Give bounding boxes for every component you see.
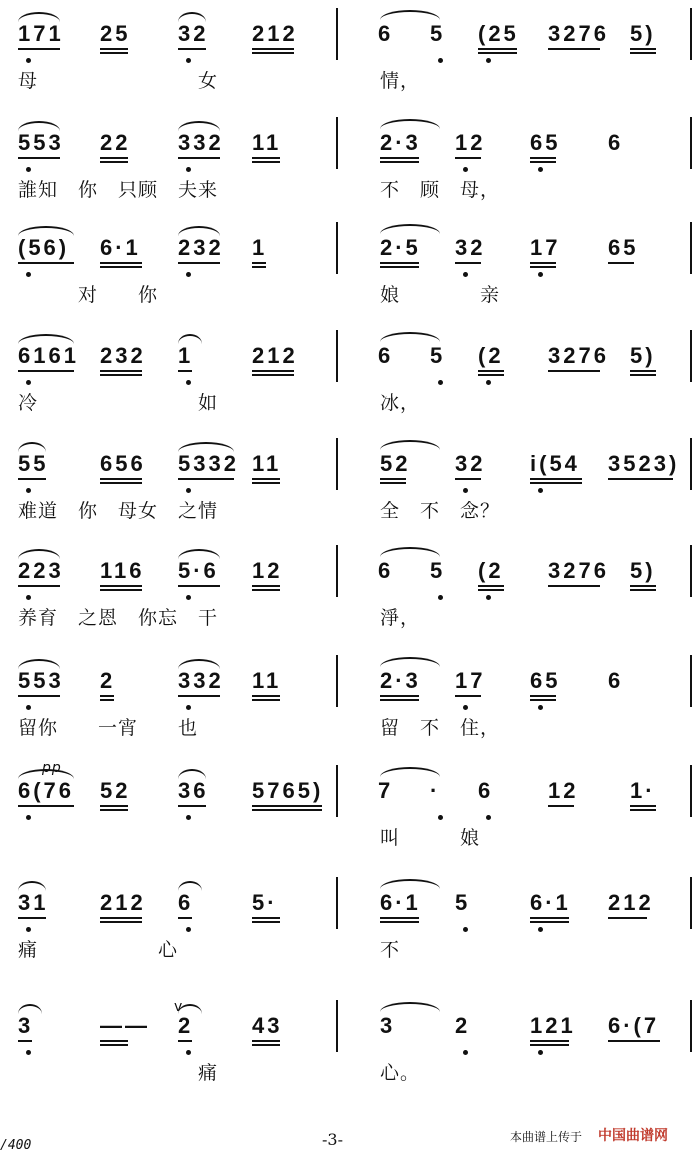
octave-dot — [26, 272, 31, 277]
note-group: i(54 — [530, 451, 580, 476]
octave-dot — [186, 488, 191, 493]
slur-mark — [380, 332, 440, 342]
beam-line — [178, 917, 192, 919]
note-group: 11 — [252, 451, 282, 476]
score-system — [0, 1000, 700, 1110]
beam-line — [630, 805, 656, 811]
note-group: 6 — [378, 343, 394, 368]
note-group: 12 — [455, 130, 486, 155]
note-group: 2·3 — [380, 668, 421, 693]
beam-line — [178, 157, 220, 159]
beam-line — [18, 370, 74, 372]
note-group: (2 — [478, 343, 504, 368]
note-group: 11 — [252, 130, 282, 155]
beam-line — [530, 695, 556, 701]
note-group: 11 — [252, 668, 282, 693]
barline — [690, 877, 692, 929]
beam-line — [18, 1040, 32, 1042]
beam-line — [630, 585, 656, 591]
beam-line — [530, 1040, 569, 1046]
barline — [336, 8, 338, 60]
slur-mark — [380, 879, 440, 889]
note-group: 65 — [608, 235, 639, 260]
octave-dot — [486, 595, 491, 600]
slur-mark — [18, 12, 60, 22]
slur-mark — [18, 659, 60, 669]
lyric-line: 留你 一宵 也 — [18, 717, 199, 739]
site-logo: 中国曲谱网 — [598, 1128, 668, 1144]
barline — [336, 438, 338, 490]
slur-mark — [380, 224, 440, 234]
note-group: 116 — [100, 558, 145, 583]
barline — [690, 8, 692, 60]
note-group: 2·5 — [380, 235, 421, 260]
octave-dot — [463, 272, 468, 277]
octave-dot — [438, 58, 443, 63]
note-group: 3 — [380, 1013, 396, 1038]
beam-line — [100, 585, 142, 591]
beam-line — [608, 478, 673, 480]
octave-dot — [186, 58, 191, 63]
note-group: 3523) — [608, 451, 680, 476]
slur-mark — [380, 547, 440, 557]
lyric-line: 全 不 念？ — [380, 500, 501, 522]
note-group: 6 — [178, 890, 194, 915]
beam-line — [608, 917, 647, 919]
beam-line — [455, 695, 481, 697]
beam-line — [18, 48, 60, 50]
beam-line — [530, 478, 582, 484]
note-group: 212 — [252, 21, 298, 46]
slur-mark — [178, 549, 220, 559]
beam-line — [100, 157, 128, 163]
note-group: (56) — [18, 235, 70, 260]
slur-mark — [380, 10, 440, 20]
lyric-line: 冷 如 — [18, 392, 219, 414]
slur-mark — [18, 1004, 42, 1014]
octave-dot — [186, 595, 191, 600]
note-group: 6·(7 — [608, 1013, 660, 1038]
octave-dot — [186, 167, 191, 172]
octave-dot — [538, 488, 543, 493]
octave-dot — [186, 705, 191, 710]
note-group: 2 — [100, 668, 116, 693]
note-group: 1 — [178, 343, 194, 368]
beam-line — [252, 805, 322, 811]
slur-mark — [178, 769, 206, 779]
lyric-line: 淨， — [380, 607, 421, 629]
beam-line — [380, 917, 419, 923]
octave-dot — [26, 167, 31, 172]
slur-mark — [178, 226, 220, 236]
slur-mark — [18, 121, 60, 131]
note-group: 65 — [530, 668, 561, 693]
note-group: 7 — [378, 778, 394, 803]
beam-line — [100, 917, 142, 923]
note-group: 553 — [18, 130, 64, 155]
score-system — [0, 545, 700, 655]
beam-line — [380, 157, 419, 163]
barline — [690, 545, 692, 597]
score-system — [0, 330, 700, 440]
note-group: 32 — [455, 235, 486, 260]
beam-line — [252, 262, 266, 268]
lyric-line: 情， — [380, 70, 421, 92]
note-group: 5) — [630, 21, 656, 46]
page-number: -3- — [322, 1130, 343, 1149]
slur-mark — [380, 767, 440, 777]
beam-line — [252, 478, 280, 484]
note-group: 3276 — [548, 343, 609, 368]
note-group: 5) — [630, 558, 656, 583]
note-group: 5·6 — [178, 558, 219, 583]
octave-dot — [186, 1050, 191, 1055]
note-group: 6161 — [18, 343, 79, 368]
beam-line — [548, 370, 600, 372]
note-group: 5 — [430, 343, 446, 368]
note-group: 1 — [252, 235, 268, 260]
note-group: 6 — [608, 130, 624, 155]
note-group: 223 — [18, 558, 64, 583]
barline — [336, 117, 338, 169]
lyric-line: 对 你 — [18, 284, 159, 306]
beam-line — [630, 48, 656, 54]
lyric-line: 冰， — [380, 392, 421, 414]
score-system — [0, 877, 700, 987]
beam-line — [252, 48, 294, 54]
octave-dot — [463, 927, 468, 932]
octave-dot — [538, 167, 543, 172]
octave-dot — [486, 58, 491, 63]
note-group: 3276 — [548, 558, 609, 583]
slur-mark — [18, 549, 60, 559]
score-system — [0, 8, 700, 118]
octave-dot — [26, 595, 31, 600]
beam-line — [178, 585, 220, 587]
note-group: 32 — [178, 21, 209, 46]
octave-dot — [26, 58, 31, 63]
note-group: 36 — [178, 778, 209, 803]
octave-dot — [26, 705, 31, 710]
note-group: 6 — [378, 21, 394, 46]
slur-mark — [178, 659, 220, 669]
slur-mark — [380, 657, 440, 667]
slur-mark — [178, 12, 206, 22]
beam-line — [100, 805, 128, 811]
lyric-line: 不 顾 母， — [380, 179, 501, 201]
octave-dot — [186, 380, 191, 385]
note-group: 12 — [252, 558, 283, 583]
beam-line — [455, 478, 481, 480]
note-group: —— — [100, 1013, 150, 1038]
beam-line — [178, 695, 220, 697]
beam-line — [18, 805, 74, 807]
note-group: 6·1 — [380, 890, 421, 915]
octave-dot — [538, 272, 543, 277]
octave-dot — [538, 705, 543, 710]
beam-line — [100, 370, 142, 376]
note-group: 232 — [100, 343, 146, 368]
slur-mark — [178, 881, 202, 891]
octave-dot — [463, 705, 468, 710]
note-group: 2·3 — [380, 130, 421, 155]
note-group: 212 — [100, 890, 146, 915]
lyric-line: 痛 心 — [18, 939, 179, 961]
barline — [690, 1000, 692, 1052]
note-group: 5 — [430, 21, 446, 46]
beam-line — [178, 48, 206, 50]
slur-mark — [18, 226, 74, 236]
note-group: 6·1 — [100, 235, 141, 260]
upload-note: 本曲谱上传于 — [510, 1130, 583, 1144]
slur-mark — [18, 881, 46, 891]
slur-mark — [18, 334, 74, 344]
octave-dot — [486, 380, 491, 385]
barline — [336, 1000, 338, 1052]
octave-dot — [538, 1050, 543, 1055]
note-group: 3276 — [548, 21, 609, 46]
note-group: 332 — [178, 130, 224, 155]
beam-line — [530, 262, 556, 268]
note-group: 25 — [100, 21, 131, 46]
octave-dot — [26, 927, 31, 932]
octave-dot — [538, 927, 543, 932]
beam-line — [530, 917, 569, 923]
beam-line — [548, 585, 600, 587]
barline — [336, 222, 338, 274]
octave-dot — [26, 815, 31, 820]
beam-line — [178, 262, 220, 264]
note-group: 17 — [530, 235, 561, 260]
octave-dot — [26, 488, 31, 493]
note-group: 65 — [530, 130, 561, 155]
beam-line — [18, 157, 60, 159]
note-group: 5 — [455, 890, 471, 915]
octave-dot — [463, 488, 468, 493]
beam-line — [18, 585, 60, 587]
beam-line — [380, 478, 406, 484]
dynamics-mark: pp — [42, 760, 62, 776]
note-group: 553 — [18, 668, 64, 693]
lyric-line: 娘 亲 — [380, 284, 501, 306]
barline — [690, 117, 692, 169]
lyric-line: 不 — [380, 939, 401, 961]
note-group: 12 — [548, 778, 579, 803]
note-group: · — [430, 778, 441, 803]
beam-line — [100, 262, 142, 268]
note-group: 6 — [608, 668, 624, 693]
note-group: 6·1 — [530, 890, 571, 915]
note-group: 121 — [530, 1013, 576, 1038]
slur-mark — [380, 440, 440, 450]
score-system — [0, 760, 700, 875]
beam-line — [252, 157, 280, 163]
octave-dot — [26, 1050, 31, 1055]
beam-line — [548, 805, 574, 807]
octave-dot — [186, 927, 191, 932]
slur-mark — [380, 119, 440, 129]
beam-line — [252, 585, 280, 591]
note-group: 1· — [630, 778, 656, 803]
beam-line — [178, 1040, 192, 1042]
lyric-line: 誰知 你 只顾 夫来 — [18, 179, 219, 201]
octave-dot — [486, 815, 491, 820]
octave-dot — [438, 815, 443, 820]
beam-line — [455, 157, 481, 159]
note-group: 212 — [252, 343, 298, 368]
octave-dot — [186, 272, 191, 277]
beam-line — [478, 48, 517, 54]
barline — [336, 545, 338, 597]
beam-line — [252, 370, 294, 376]
barline — [690, 222, 692, 274]
note-group: 2 — [178, 1013, 194, 1038]
note-group: 5) — [630, 343, 656, 368]
beam-line — [100, 695, 114, 701]
beam-line — [608, 262, 634, 264]
corner-text: /400 — [0, 1138, 32, 1153]
barline — [336, 877, 338, 929]
barline — [690, 765, 692, 817]
beam-line — [100, 48, 128, 54]
lyric-line: 养育 之恩 你忘 干 — [18, 607, 219, 629]
barline — [690, 655, 692, 707]
note-group: 6(76 — [18, 778, 75, 803]
beam-line — [530, 157, 556, 163]
note-group: 31 — [18, 890, 49, 915]
note-group: 52 — [380, 451, 411, 476]
beam-line — [178, 370, 192, 372]
note-group: 22 — [100, 130, 131, 155]
barline — [336, 765, 338, 817]
beam-line — [478, 370, 504, 376]
beam-line — [100, 478, 142, 484]
note-group: 17 — [455, 668, 486, 693]
octave-dot — [438, 595, 443, 600]
note-group: 32 — [455, 451, 486, 476]
note-group: 332 — [178, 668, 224, 693]
barline — [336, 330, 338, 382]
note-group: 55 — [18, 451, 49, 476]
barline — [336, 655, 338, 707]
beam-line — [100, 1040, 128, 1046]
beam-line — [18, 478, 46, 480]
note-group: (2 — [478, 558, 504, 583]
beam-line — [455, 262, 481, 264]
beam-line — [478, 585, 504, 591]
octave-dot — [26, 380, 31, 385]
beam-line — [608, 1040, 660, 1042]
note-group: 5332 — [178, 451, 239, 476]
slur-mark — [380, 1002, 440, 1012]
beam-line — [178, 805, 206, 807]
beam-line — [178, 478, 234, 480]
note-group: 2 — [455, 1013, 471, 1038]
beam-line — [252, 1040, 280, 1046]
octave-dot — [186, 815, 191, 820]
beam-line — [548, 48, 600, 50]
beam-line — [252, 695, 280, 701]
note-group: 6 — [378, 558, 394, 583]
note-group: 656 — [100, 451, 146, 476]
beam-line — [252, 917, 280, 923]
lyric-line: 痛 — [18, 1062, 219, 1084]
breath-mark: v — [174, 999, 184, 1015]
beam-line — [18, 262, 74, 264]
slur-mark — [18, 442, 46, 452]
note-group: 3 — [18, 1013, 34, 1038]
beam-line — [380, 695, 419, 701]
note-group: 6 — [478, 778, 494, 803]
score-system — [0, 438, 700, 548]
beam-line — [18, 917, 46, 919]
beam-line — [18, 695, 60, 697]
note-group: 171 — [18, 21, 64, 46]
octave-dot — [438, 380, 443, 385]
octave-dot — [463, 1050, 468, 1055]
slur-mark — [178, 121, 220, 131]
lyric-line: 心。 — [380, 1062, 421, 1084]
slur-mark — [178, 442, 234, 452]
note-group: (25 — [478, 21, 519, 46]
lyric-line: 叫 娘 — [380, 827, 481, 849]
note-group: 43 — [252, 1013, 283, 1038]
note-group: 5 — [430, 558, 446, 583]
score-system — [0, 655, 700, 765]
beam-line — [630, 370, 656, 376]
slur-mark — [178, 334, 202, 344]
beam-line — [380, 262, 419, 268]
lyric-line: 留 不 住， — [380, 717, 501, 739]
score-system — [0, 117, 700, 227]
note-group: 52 — [100, 778, 131, 803]
note-group: 5· — [252, 890, 278, 915]
barline — [690, 330, 692, 382]
octave-dot — [463, 167, 468, 172]
note-group: 212 — [608, 890, 654, 915]
lyric-line: 母 女 — [18, 70, 219, 92]
lyric-line: 难道 你 母女 之情 — [18, 500, 219, 522]
score-system — [0, 222, 700, 332]
note-group: 232 — [178, 235, 224, 260]
note-group: 5765) — [252, 778, 324, 803]
barline — [690, 438, 692, 490]
